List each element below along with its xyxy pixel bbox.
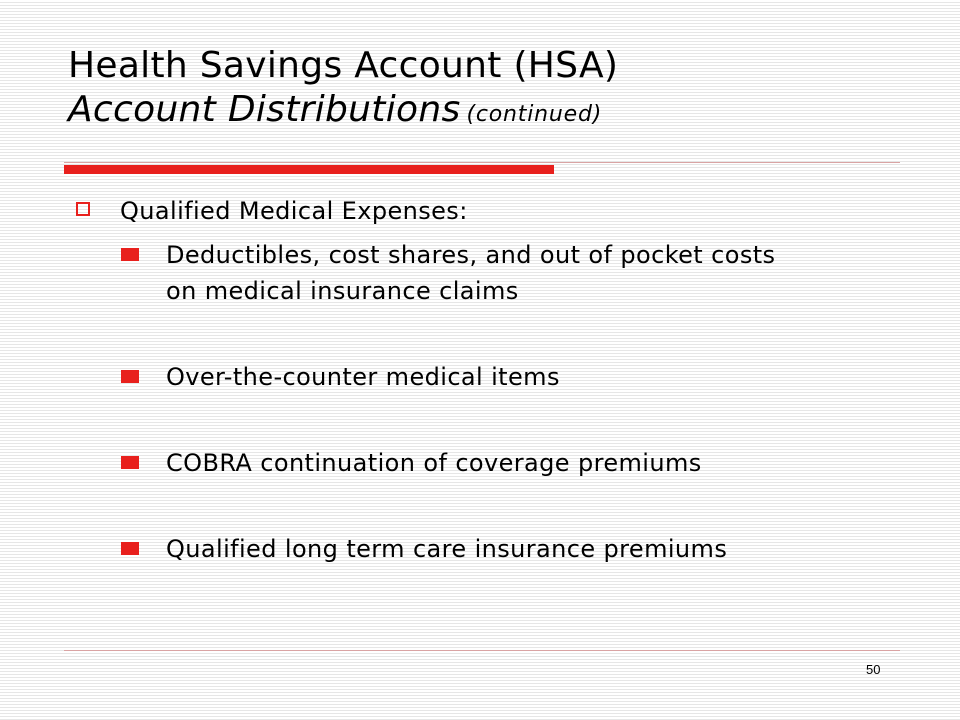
list-item-label: Over-the-counter medical items xyxy=(166,363,560,391)
hollow-square-bullet-icon xyxy=(76,202,90,216)
title-divider-line xyxy=(64,162,900,163)
title-line-2 xyxy=(68,88,908,137)
title-accent-bar xyxy=(64,165,554,174)
filled-square-bullet-icon xyxy=(121,248,139,261)
slide-title xyxy=(68,44,908,137)
list-item-label: Deductibles, cost shares, and out of pocket costs on medical insurance claims xyxy=(166,241,776,305)
page-number: 50 xyxy=(866,662,881,677)
list-item xyxy=(74,531,786,567)
footer-divider-line xyxy=(64,650,900,651)
list-item-label: COBRA continuation of coverage premiums xyxy=(166,449,702,477)
filled-square-bullet-icon xyxy=(121,456,139,469)
list-item xyxy=(74,237,786,309)
expense-list xyxy=(74,237,914,567)
title-continued-note: (continued) xyxy=(466,102,603,127)
list-item xyxy=(74,359,786,395)
list-item xyxy=(74,445,786,481)
section-heading-label: Qualified Medical Expenses: xyxy=(120,197,468,225)
slide-body xyxy=(74,193,914,567)
list-item-label: Qualified long term care insurance premiums xyxy=(166,535,728,563)
section-heading xyxy=(74,193,914,229)
title-subtitle: Account Distributions xyxy=(68,89,461,130)
title-line-1: Health Savings Account (HSA) xyxy=(68,45,619,86)
filled-square-bullet-icon xyxy=(121,542,139,555)
filled-square-bullet-icon xyxy=(121,370,139,383)
